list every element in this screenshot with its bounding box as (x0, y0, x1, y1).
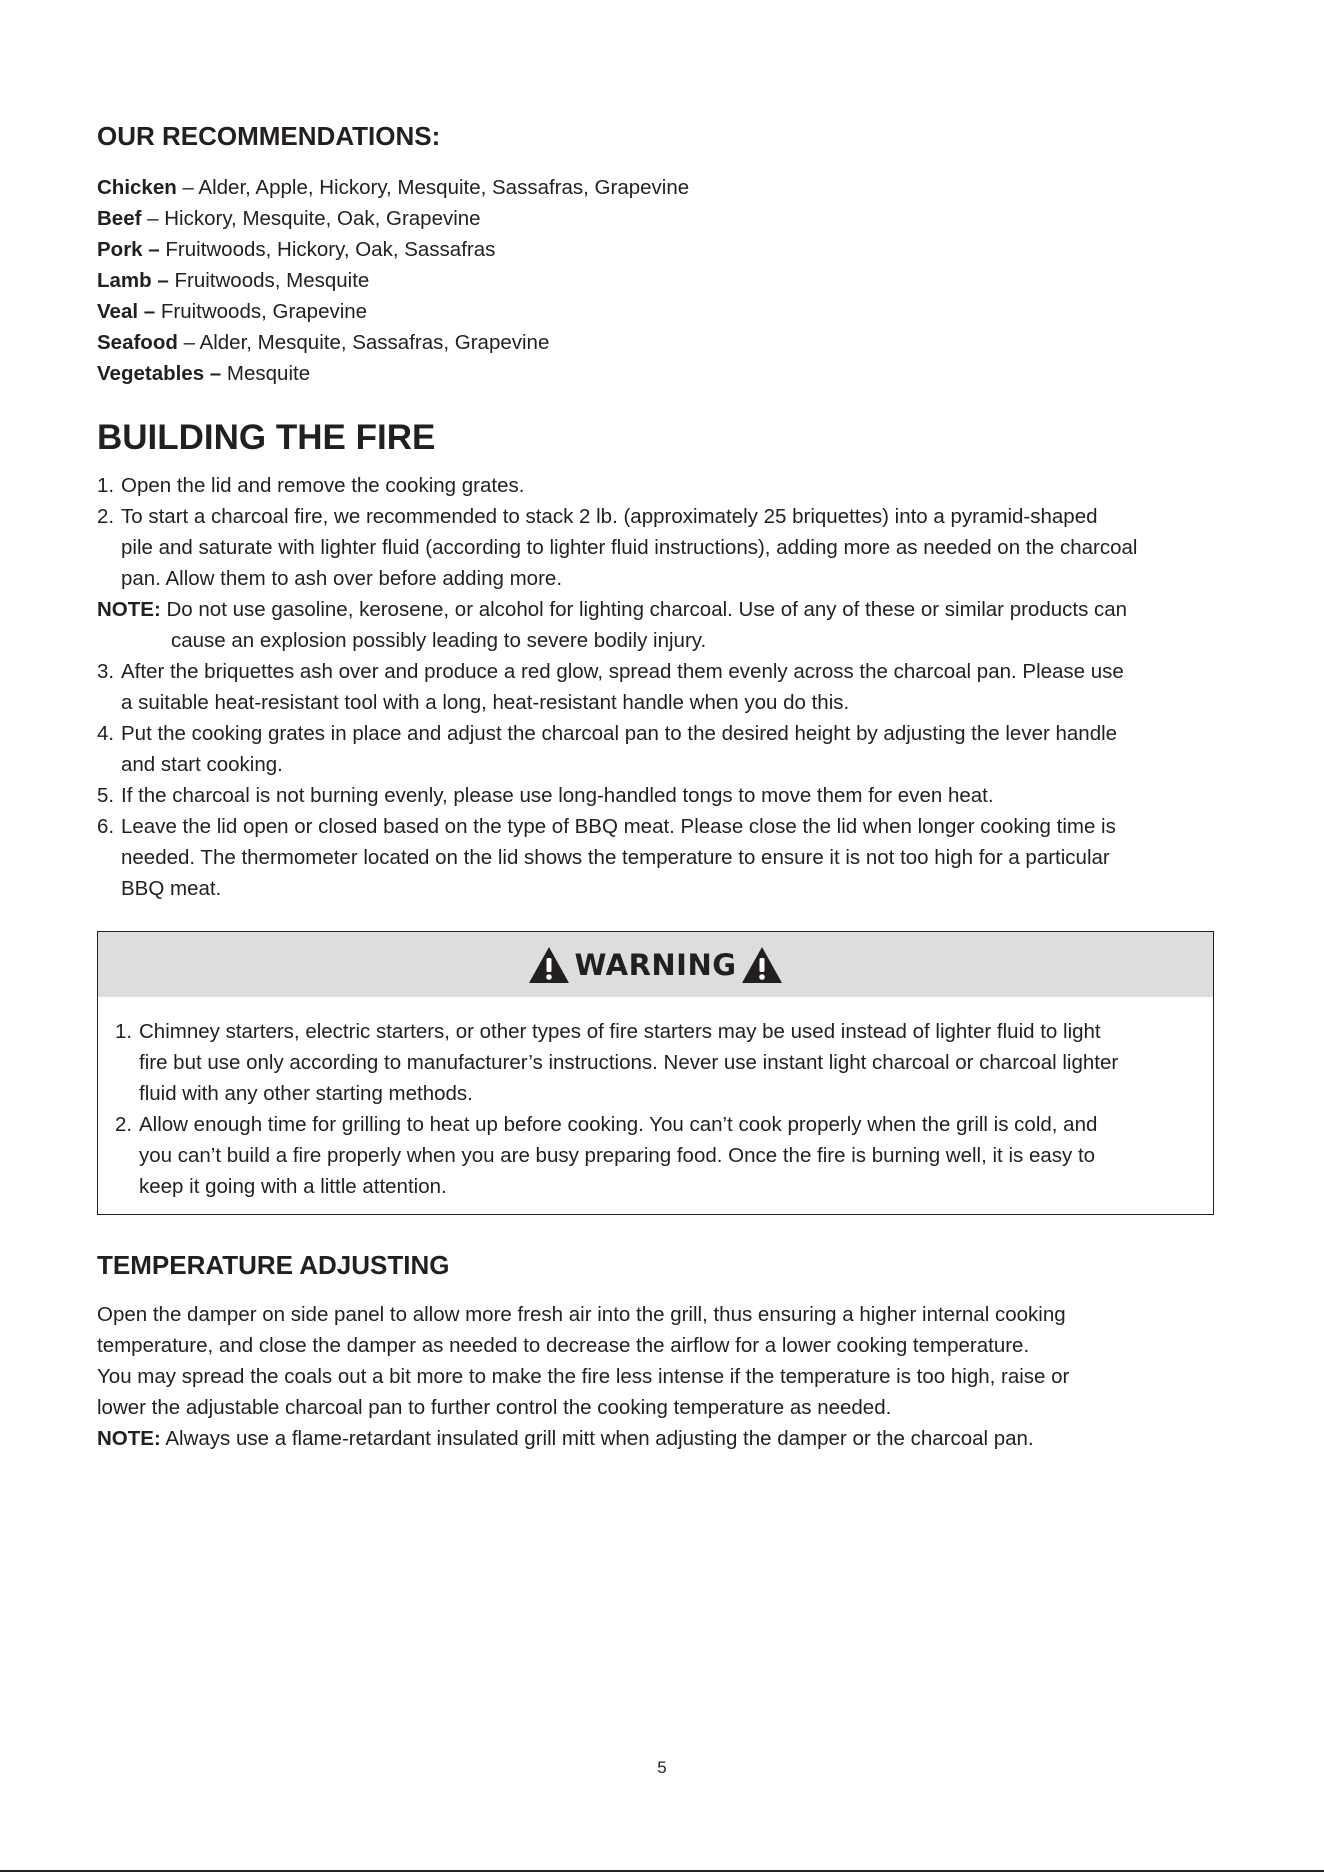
note-line-1 (97, 594, 1127, 625)
wood-list: Alder, Apple, Hickory, Mesquite, Sassafras, Grapevine (198, 176, 690, 199)
step-2-line-3: pan. Allow them to ash over before adding more. (121, 567, 563, 590)
meat-label: Chicken (97, 176, 177, 199)
warning-triangle-icon (528, 946, 570, 984)
item-number: 2. (115, 1113, 133, 1136)
recommendation-lamb (97, 265, 369, 296)
warning-header (98, 932, 1213, 997)
item-number: 1. (115, 1020, 133, 1043)
temperature-note (97, 1423, 1034, 1454)
separator: – (141, 207, 165, 230)
temperature-paragraph-1-line-2: temperature, and close the damper as needed to decrease the airflow for a lower cooking temperature. (97, 1334, 1030, 1357)
step-6-line-2: needed. The thermometer located on the lid shows the temperature to ensure it is not too high for a particular (121, 846, 1110, 869)
step-3-line-1 (97, 656, 1124, 687)
separator: – (177, 331, 200, 354)
warning-box (97, 931, 1214, 1215)
wood-list: Alder, Mesquite, Sassafras, Grapevine (199, 331, 550, 354)
warning-title: WARNING (574, 947, 737, 982)
note-text: Do not use gasoline, kerosene, or alcohol for lighting charcoal. Use of any of these or similar products can (166, 598, 1128, 621)
recommendation-vegetables (97, 358, 310, 389)
temperature-heading: TEMPERATURE ADJUSTING (97, 1250, 450, 1280)
step-1 (97, 470, 524, 501)
wood-list: Fruitwoods, Hickory, Oak, Sassafras (165, 238, 496, 261)
meat-label: Veal – (97, 300, 156, 323)
step-6-line-1 (97, 811, 1116, 842)
recommendation-chicken (97, 172, 689, 203)
wood-list: Fruitwoods, Mesquite (174, 269, 370, 292)
step-5 (97, 780, 994, 811)
recommendation-seafood (97, 327, 549, 358)
note-line-2: cause an explosion possibly leading to severe bodily injury. (171, 629, 707, 652)
step-number: 2. (97, 505, 115, 528)
item-text: Allow enough time for grilling to heat up before cooking. You can’t cook properly when the grill is cold, and (139, 1113, 1098, 1136)
step-text: Leave the lid open or closed based on the type of BBQ meat. Please close the lid when longer cooking time is (121, 815, 1116, 838)
step-text: Put the cooking grates in place and adjust the charcoal pan to the desired height by adjusting the lever handle (121, 722, 1118, 745)
note-text: Always use a flame-retardant insulated grill mitt when adjusting the damper or the charcoal pan. (165, 1427, 1034, 1450)
recommendation-pork (97, 234, 495, 265)
step-text: After the briquettes ash over and produce a red glow, spread them evenly across the charcoal pan. Please use (121, 660, 1124, 683)
step-number: 1. (97, 474, 115, 497)
step-2-line-1 (97, 501, 1098, 532)
step-2-line-2: pile and saturate with lighter fluid (according to lighter fluid instructions), adding more as needed on the charcoal (121, 536, 1138, 559)
step-text: To start a charcoal fire, we recommended to stack 2 lb. (approximately 25 briquettes) into a pyramid-shaped (121, 505, 1098, 528)
step-6-line-3: BBQ meat. (121, 877, 222, 900)
warning-item-1-line-2: fire but use only according to manufacturer’s instructions. Never use instant light charcoal or charcoal lighter (139, 1051, 1119, 1074)
step-3-line-2: a suitable heat-resistant tool with a long, heat-resistant handle when you do this. (121, 691, 850, 714)
page-number: 5 (657, 1758, 667, 1777)
item-text: Chimney starters, electric starters, or other types of fire starters may be used instead of lighter fluid to light (139, 1020, 1101, 1043)
building-fire-heading: BUILDING THE FIRE (97, 418, 436, 457)
warning-item-2-line-1 (115, 1109, 1097, 1140)
step-number: 6. (97, 815, 115, 838)
meat-label: Lamb – (97, 269, 169, 292)
warning-item-1-line-3: fluid with any other starting methods. (139, 1082, 473, 1105)
warning-title-group (524, 932, 786, 997)
warning-item-2-line-2: you can’t build a fire properly when you are busy preparing food. Once the fire is burning well, it is easy to (139, 1144, 1096, 1167)
step-number: 5. (97, 784, 115, 807)
step-4-line-2: and start cooking. (121, 753, 283, 776)
temperature-paragraph-1-line-1: Open the damper on side panel to allow more fresh air into the grill, thus ensuring a higher internal cooking (97, 1303, 1066, 1326)
step-number: 3. (97, 660, 115, 683)
warning-triangle-icon (741, 946, 783, 984)
step-text: Open the lid and remove the cooking grates. (121, 474, 525, 497)
step-4-line-1 (97, 718, 1117, 749)
wood-list: Fruitwoods, Grapevine (160, 300, 368, 323)
meat-label: Beef (97, 207, 142, 230)
warning-item-1-line-1 (115, 1016, 1101, 1047)
wood-list: Hickory, Mesquite, Oak, Grapevine (164, 207, 481, 230)
recommendation-veal (97, 296, 367, 327)
temperature-paragraph-2-line-1: You may spread the coals out a bit more to make the fire less intense if the temperature is too high, raise or (97, 1365, 1070, 1388)
warning-item-2-line-3: keep it going with a little attention. (139, 1175, 447, 1198)
step-number: 4. (97, 722, 115, 745)
meat-label: Pork – (97, 238, 160, 261)
step-text: If the charcoal is not burning evenly, please use long-handled tongs to move them for even heat. (121, 784, 994, 807)
note-label: NOTE: (97, 1427, 161, 1450)
temperature-paragraph-2-line-2: lower the adjustable charcoal pan to further control the cooking temperature as needed. (97, 1396, 892, 1419)
wood-list: Mesquite (226, 362, 311, 385)
recommendations-heading: OUR RECOMMENDATIONS: (97, 121, 441, 151)
separator: – (176, 176, 199, 199)
meat-label: Vegetables – (97, 362, 222, 385)
meat-label: Seafood (97, 331, 178, 354)
note-label: NOTE: (97, 598, 161, 621)
recommendation-beef (97, 203, 481, 234)
